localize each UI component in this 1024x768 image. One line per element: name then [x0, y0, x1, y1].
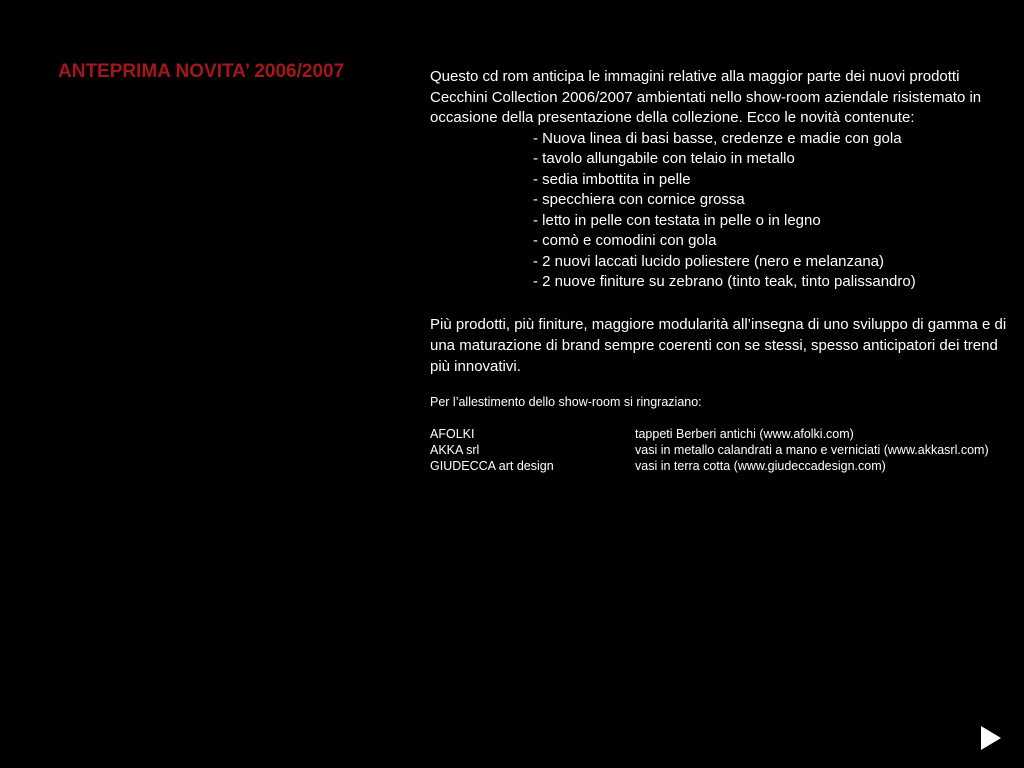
sponsor-name: AKKA srl	[430, 442, 480, 457]
sponsor-description: tappeti Berberi antichi (www.afolki.com)	[635, 426, 854, 441]
next-slide-button[interactable]	[979, 724, 1003, 752]
sponsor-list	[430, 426, 1020, 474]
sponsor-description: vasi in metallo calandrati a mano e verniciati (www.akkasrl.com)	[635, 442, 989, 457]
list-item: - tavolo allungabile con telaio in metallo	[533, 150, 795, 167]
sponsor-row	[430, 458, 1020, 474]
sponsor-description: vasi in terra cotta (www.giudeccadesign.com)	[635, 458, 886, 473]
play-arrow-icon[interactable]	[979, 724, 1003, 752]
sponsor-name: GIUDECCA art design	[430, 458, 554, 473]
list-item: - comò e comodini con gola	[533, 232, 717, 249]
list-item: - 2 nuovi laccati lucido poliestere (nero e melanzana)	[533, 252, 885, 270]
list-item: - letto in pelle con testata in pelle o in legno	[533, 211, 821, 229]
intro-text: Questo cd rom anticipa le immagini relative alla maggior parte dei nuovi prodotti Cecchini Collection 2006/2007 ambientati nello show-room aziendale risistemato in occasione della presentazione della collezione. Ecco le novità contenute:	[430, 68, 982, 126]
sponsor-row	[430, 442, 1020, 458]
slide-title: ANTEPRIMA NOVITA’ 2006/2007	[58, 61, 345, 82]
list-item: - specchiera con cornice grossa	[533, 191, 745, 208]
novelty-list	[430, 129, 1020, 293]
thanks-heading: Per l’allestimento dello show-room si ringraziano:	[430, 394, 702, 409]
summary-paragraph: Più prodotti, più finiture, maggiore modularità all’insegna di uno sviluppo di gamma e di una maturazione di brand sempre coerenti con se stessi, spesso anticipatori dei trend più innovativi.	[430, 315, 1007, 375]
sponsor-name: AFOLKI	[430, 426, 475, 441]
sponsor-row	[430, 426, 1020, 442]
list-item: - sedia imbottita in pelle	[533, 170, 691, 188]
list-item: - 2 nuove finiture su zebrano (tinto teak, tinto palissandro)	[533, 273, 916, 290]
list-item: - Nuova linea di basi basse, credenze e madie con gola	[533, 129, 902, 147]
slide-content	[430, 67, 1020, 474]
